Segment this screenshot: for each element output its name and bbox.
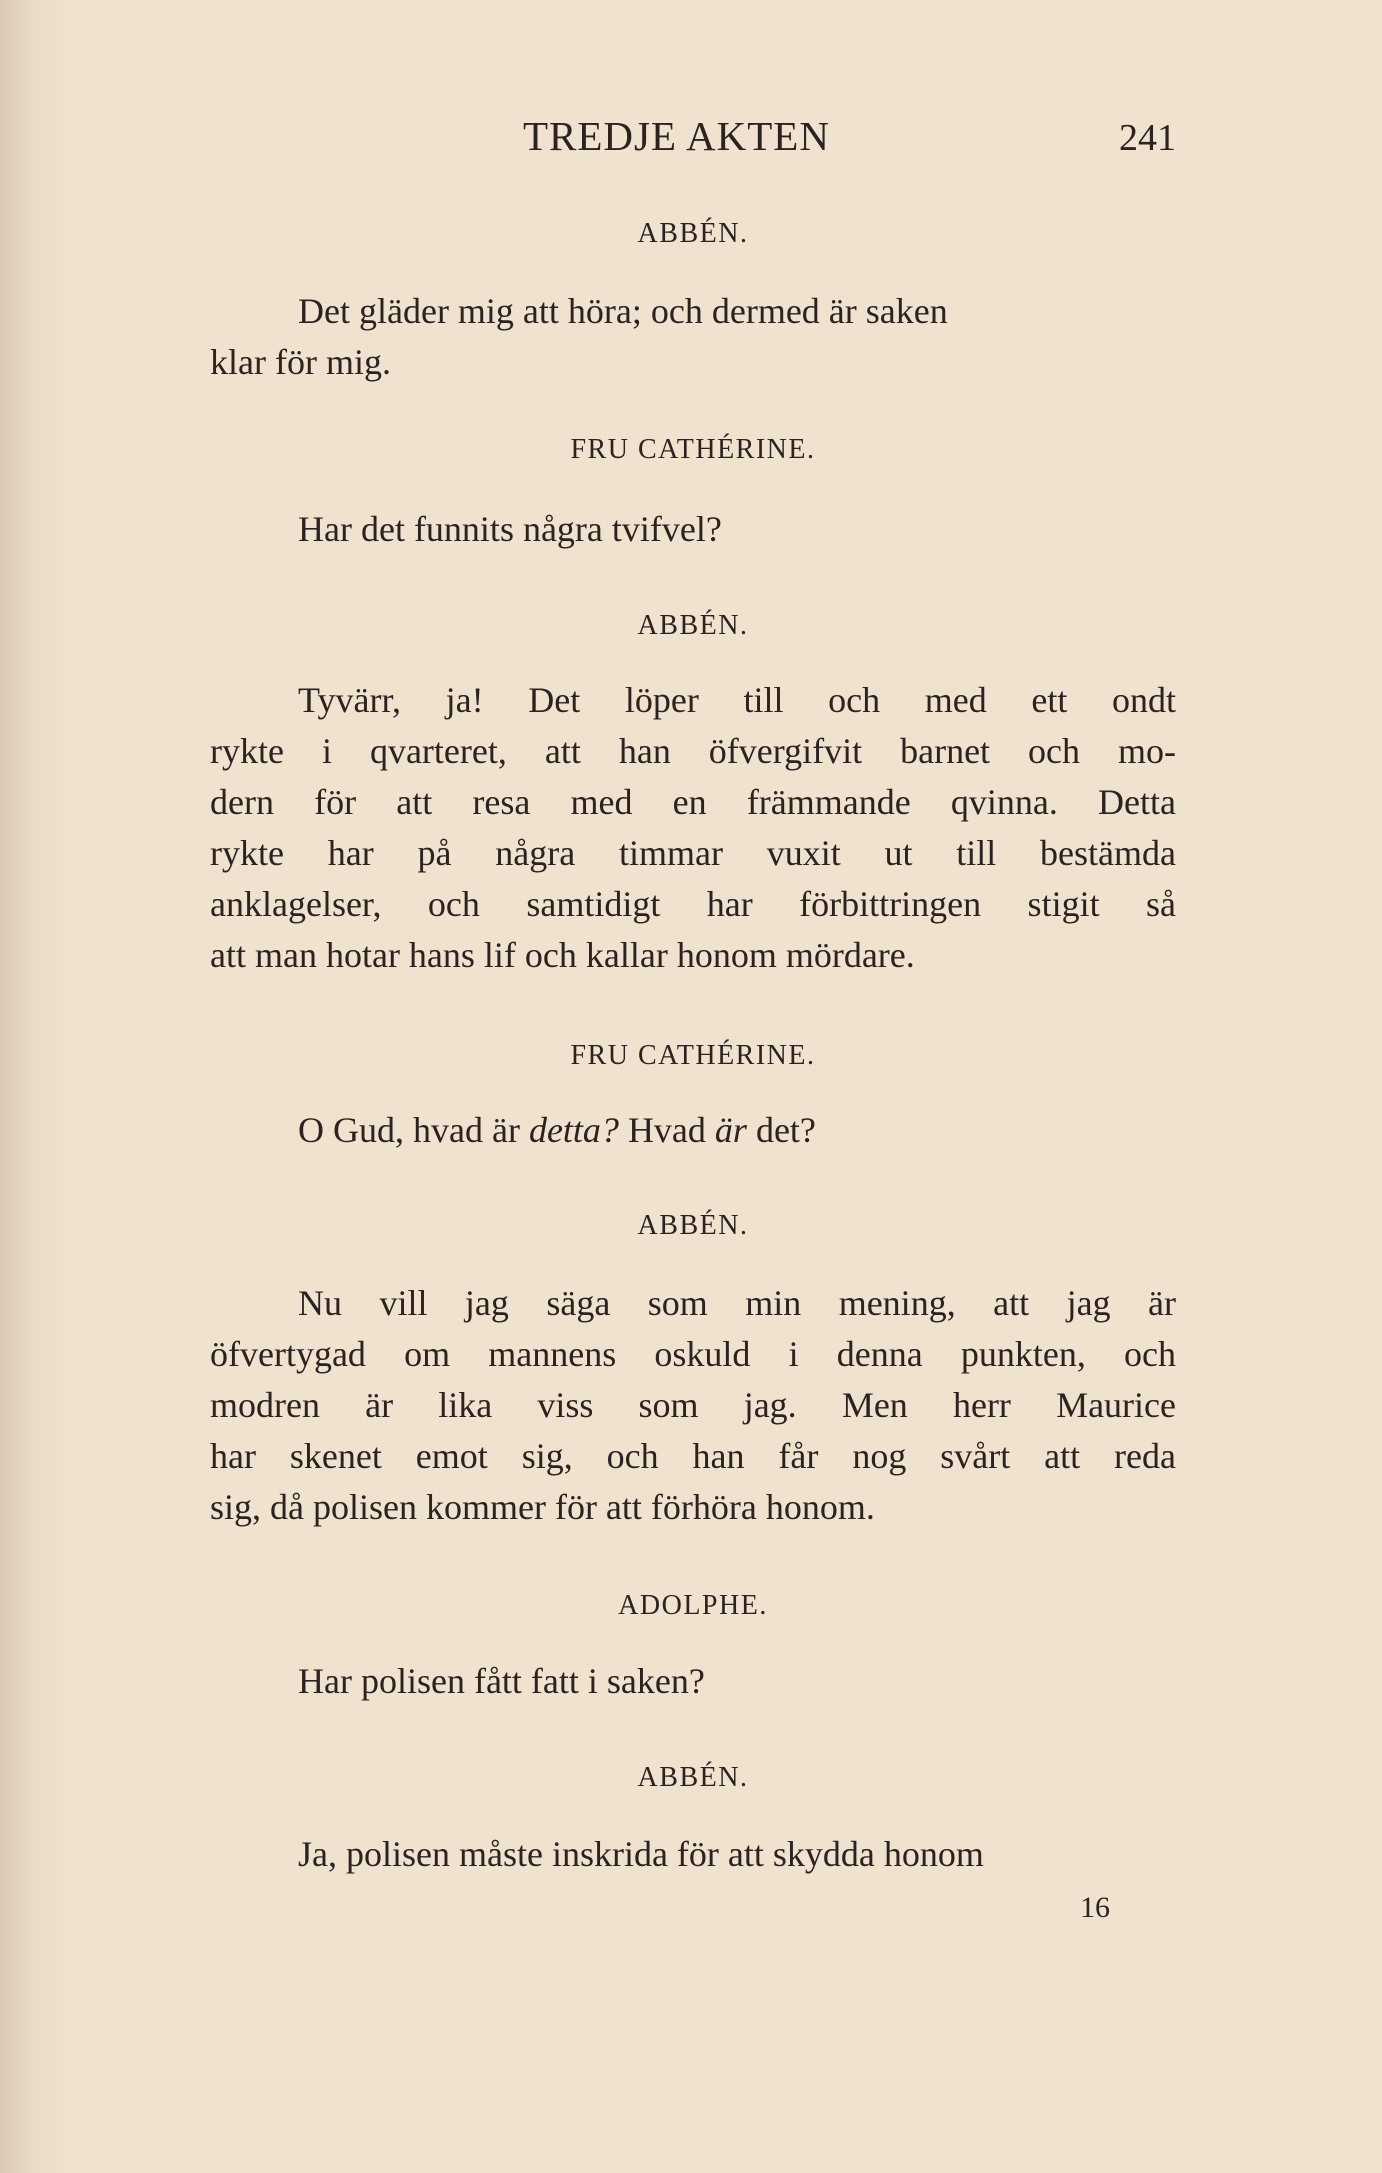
text-line: Tyvärr, ja! Det löper till och med ett ondt (298, 680, 1176, 720)
text-line: Har polisen fått fatt i saken? (298, 1661, 705, 1701)
signature-mark: 16 (1080, 1891, 1110, 1924)
text-segment: det? (746, 1110, 816, 1150)
text-line: öfvertygad om mannens oskuld i denna punkten, och (210, 1334, 1176, 1374)
text-line (210, 1105, 1176, 1156)
text-line: rykte har på några timmar vuxit ut till bestämda (210, 833, 1176, 873)
text-line: rykte i qvarteret, att han öfvergifvit barnet och mo- (210, 731, 1176, 771)
text-line: anklagelser, och samtidigt har förbittringen stigit så (210, 884, 1176, 924)
speech-paragraph (210, 1656, 1176, 1707)
text-line: dern för att resa med en främmande qvinna. Detta (210, 782, 1176, 822)
page-header (210, 108, 1176, 168)
text-line: modren är lika viss som jag. Men herr Maurice (210, 1385, 1176, 1425)
text-segment: Hvad (618, 1110, 715, 1150)
text-line: att man hotar hans lif och kallar honom mördare. (210, 935, 915, 975)
speaker-name: ABBÉN. (637, 610, 749, 641)
text-segment: O Gud, hvad är (298, 1110, 529, 1150)
speech-paragraph (210, 504, 1176, 555)
speech-paragraph (210, 1105, 1176, 1156)
speech-paragraph (210, 1829, 1176, 1880)
speaker-name: ADOLPHE. (618, 1590, 768, 1621)
running-head: TREDJE AKTEN (523, 113, 830, 159)
italic-segment: är (714, 1110, 747, 1150)
text-line: Ja, polisen måste inskrida för att skydda honom (298, 1834, 984, 1874)
text-line: Nu vill jag säga som min mening, att jag är (298, 1283, 1176, 1323)
text-line: Det gläder mig att höra; och dermed är saken (298, 291, 948, 331)
page-number: 241 (1119, 117, 1176, 159)
speaker-name: FRU CATHÉRINE. (570, 1040, 816, 1071)
speaker-name: ABBÉN. (637, 1210, 749, 1241)
speaker-name: ABBÉN. (637, 218, 749, 249)
speaker-name: ABBÉN. (637, 1762, 749, 1793)
text-line: Har det funnits några tvifvel? (298, 509, 722, 549)
speech-paragraph (210, 286, 1176, 388)
speech-paragraph (210, 675, 1176, 981)
speech-paragraph (210, 1278, 1176, 1533)
text-line: sig, då polisen kommer för att förhöra honom. (210, 1487, 875, 1527)
text-line: har skenet emot sig, och han får nog svårt att reda (210, 1436, 1176, 1476)
text-line: klar för mig. (210, 342, 391, 382)
italic-segment: detta? (528, 1110, 619, 1150)
speaker-name: FRU CATHÉRINE. (570, 434, 816, 465)
